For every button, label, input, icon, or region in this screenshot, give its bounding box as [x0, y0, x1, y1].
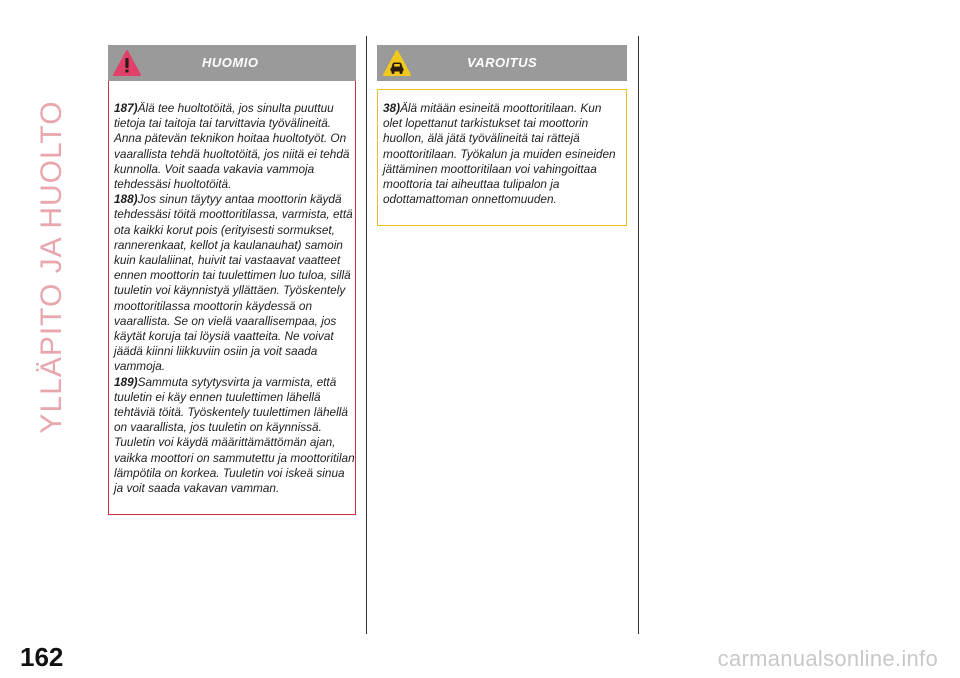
column-divider: [366, 36, 367, 634]
page-number: 162: [20, 642, 64, 672]
caution-box: [108, 45, 356, 515]
caution-title: HUOMIO: [202, 55, 259, 70]
caution-item-text: Sammuta sytytysvirta ja varmista, että tuuletin ei käy ennen tuulettimen lähellä tehtäviä töitä. Työskentely tuulettimen lähellä on vaarallista, jos tuuletin on käynnissä. Tuuletin voi käydä määrittämättömän ajan, vaikka moottori on sammutettu ja moottoritilan lämpötila on korkea. Tuuletin voi iskeä sinua ja voit saada vakavan vamman.: [114, 374, 355, 496]
danger-exclamation-triangle-icon: [112, 49, 142, 77]
warning-box: [377, 45, 627, 226]
warning-item-number: 38): [383, 101, 401, 115]
caution-item-number: 188): [114, 192, 138, 207]
caution-item-text: Älä tee huoltotöitä, jos sinulta puuttuu tietoja tai taitoja tai tarvittavia työvälineitä. Anna pätevän teknikon hoitaa huoltotyöt. On vaarallista tehdä huoltotöitä, jos niitä ei tehdä kunnolla. Voit saada vakavia vammoja tehdessäsi huoltotöitä.: [114, 101, 350, 192]
caution-box-header: [108, 45, 356, 81]
warning-title: VAROITUS: [467, 55, 538, 70]
caution-item: [114, 101, 356, 192]
section-title-text: YLLÄPITO JA HUOLTO: [35, 100, 68, 434]
warning-item: [383, 101, 623, 207]
caution-item: [114, 192, 356, 374]
warning-box-body: [383, 101, 623, 207]
warning-box-header: [377, 45, 627, 81]
car-warning-triangle-icon: [382, 49, 412, 77]
caution-item-number: 187): [114, 101, 138, 115]
caution-item: [114, 375, 356, 497]
caution-item-number: 189): [114, 374, 138, 389]
column-divider: [638, 36, 639, 634]
warning-item-text: Älä mitään esineitä moottoritilaan. Kun olet lopettanut tarkistukset tai moottorin huollon, älä jätä työvälineitä tai rättejä moottoritilaan. Työkalun ja muiden esineiden jättäminen moottoritilaan voi vahingoittaa moottoria tai aiheuttaa tulipalon ja odottamattoman onnettomuuden.: [383, 101, 616, 207]
watermark-text: carmanualsonline.info: [717, 646, 938, 671]
caution-item-text: Jos sinun täytyy antaa moottorin käydä tehdessäsi töitä moottoritilassa, varmista, että ota kaikki korut pois (erityisesti sormukset, rannerenkaat, kellot ja kaulanauhat) samoin kuin kaulaliinat, huivit tai vastaavat vaatteet ennen moottorin tai tuulettimen luo tuloa, sillä tuuletin voi käynnistyä yllättäen. Työskentely moottoritilassa moottorin käydessä on vaarallista. Se on vielä vaarallisempaa, jos käytät koruja tai löysiä vaatteita. Ne voivat jäädä kiinni liikkuviin osiin ja voit saada vammoja.: [114, 192, 353, 374]
caution-box-body: [114, 101, 356, 496]
